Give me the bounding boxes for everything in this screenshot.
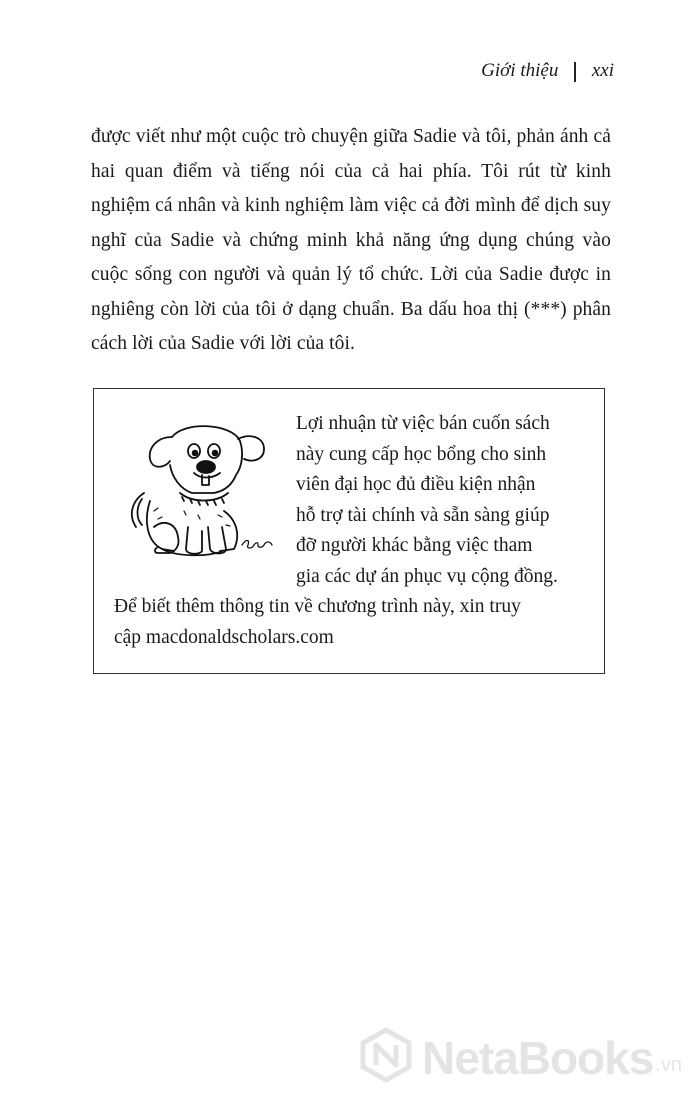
box-footer-line: cập macdonaldscholars.com xyxy=(114,626,334,648)
box-line: gia các dự án phục vụ cộng đồng. xyxy=(296,565,558,587)
scholarship-more-info xyxy=(114,592,594,653)
netabooks-logo-icon xyxy=(358,1027,414,1083)
page-number: xxi xyxy=(591,60,614,81)
box-line: hỗ trợ tài chính và sẵn sàng giúp xyxy=(296,504,550,526)
scholarship-description xyxy=(296,409,594,592)
watermark-tld: .vn xyxy=(655,1054,682,1076)
watermark-brand: NetaBooks xyxy=(422,1032,654,1084)
box-line: Lợi nhuận từ việc bán cuốn sách xyxy=(296,413,550,434)
running-header xyxy=(481,60,614,82)
dog-illustration-icon xyxy=(114,415,284,565)
header-separator xyxy=(574,62,576,82)
box-footer-line: Để biết thêm thông tin về chương trình này, xin truy xyxy=(114,596,521,617)
chapter-title: Giới thiệu xyxy=(481,60,559,81)
box-line: viên đại học đủ điều kiện nhận xyxy=(296,474,536,495)
netabooks-watermark xyxy=(358,1027,682,1083)
box-line: này cung cấp học bổng cho sinh xyxy=(296,443,547,465)
scholarship-info-box xyxy=(93,388,605,674)
box-line: đỡ người khác bằng việc tham xyxy=(296,535,533,556)
body-paragraph: được viết như một cuộc trò chuyện giữa Sadie và tôi, phản ánh cả hai quan điểm và tiếng nói của cả hai phía. Tôi rút từ kinh nghiệm cá nhân và kinh nghiệm làm việc cả đời mình để dịch suy nghĩ của Sadie và chứng minh khả năng ứng dụng chúng vào cuộc sống con người và quản lý tổ chức. Lời của Sadie được in nghiêng còn lời của tôi ở dạng chuẩn. Ba dấu hoa thị (***) phân cách lời của Sadie với lời của tôi. xyxy=(91,126,611,354)
